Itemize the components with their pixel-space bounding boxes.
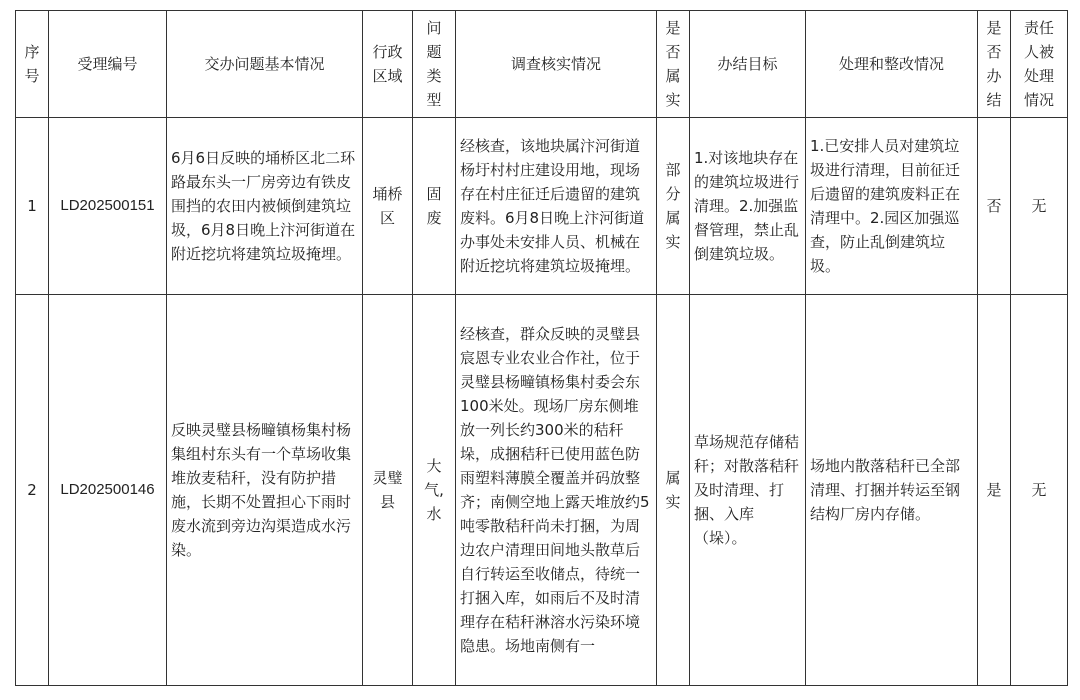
row-handling: 1.已安排人员对建筑垃圾进行清理，目前征迁后遗留的建筑废料正在清理中。2.园区加强巡查，防止乱倒建筑垃圾。 xyxy=(806,118,978,295)
row-seq: 2 xyxy=(16,295,49,686)
row-code: LD202500146 xyxy=(49,295,167,686)
header-type: 问 题 类 型 xyxy=(413,11,456,118)
header-done: 是 否 办 结 xyxy=(978,11,1011,118)
table-row xyxy=(16,118,1068,295)
row-seq: 1 xyxy=(16,118,49,295)
row-handling: 场地内散落秸秆已全部清理、打捆并转运至钢结构厂房内存储。 xyxy=(806,295,978,686)
row-true: 部 分 属 实 xyxy=(657,118,690,295)
row-resp: 无 xyxy=(1011,295,1068,686)
table-row xyxy=(16,295,1068,686)
row-type: 固 废 xyxy=(413,118,456,295)
row-code: LD202500151 xyxy=(49,118,167,295)
header-goal: 办结目标 xyxy=(690,11,806,118)
header-resp: 责任 人被 处理 情况 xyxy=(1011,11,1068,118)
header-handling: 处理和整改情况 xyxy=(806,11,978,118)
row-basic: 6月6日反映的埇桥区北二环路最东头一厂房旁边有铁皮围挡的农田内被倾倒建筑垃圾，6月8日晚上汴河街道在附近挖坑将建筑垃圾掩埋。 xyxy=(167,118,363,295)
row-true: 属 实 xyxy=(657,295,690,686)
row-done: 是 xyxy=(978,295,1011,686)
header-code: 受理编号 xyxy=(49,11,167,118)
row-survey: 经核查，群众反映的灵璧县宸恩专业农业合作社，位于灵璧县杨疃镇杨集村委会东100米处。现场厂房东侧堆放一列长约300米的秸秆垛，成捆秸秆已使用蓝色防雨塑料薄膜全覆盖并码放整齐；南侧空地上露天堆放约5吨零散秸秆尚未打捆，为周边农户清理田间地头散草后自行转运至收储点，待统一打捆入库，如雨后不及时清理存在秸秆淋溶水污染环境隐患。场地南侧有一 xyxy=(456,295,657,686)
row-region: 灵璧 县 xyxy=(363,295,413,686)
header-survey: 调查核实情况 xyxy=(456,11,657,118)
row-goal: 草场规范存储秸秆；对散落秸秆及时清理、打捆、入库（垛）。 xyxy=(690,295,806,686)
row-basic: 反映灵璧县杨疃镇杨集村杨集组村东头有一个草场收集堆放麦秸秆，没有防护措施，长期不处置担心下雨时废水流到旁边沟渠造成水污染。 xyxy=(167,295,363,686)
row-resp: 无 xyxy=(1011,118,1068,295)
header-region: 行政 区域 xyxy=(363,11,413,118)
complaint-table xyxy=(15,10,1068,686)
row-goal: 1.对该地块存在的建筑垃圾进行清理。2.加强监督管理，禁止乱倒建筑垃圾。 xyxy=(690,118,806,295)
row-region: 埇桥 区 xyxy=(363,118,413,295)
header-seq: 序 号 xyxy=(16,11,49,118)
row-done: 否 xyxy=(978,118,1011,295)
table-header-row xyxy=(16,11,1068,118)
header-basic: 交办问题基本情况 xyxy=(167,11,363,118)
header-true: 是 否 属 实 xyxy=(657,11,690,118)
row-survey: 经核查，该地块属汴河街道杨圩村村庄建设用地，现场存在村庄征迁后遗留的建筑废料。6月8日晚上汴河街道办事处未安排人员、机械在附近挖坑将建筑垃圾掩埋。 xyxy=(456,118,657,295)
row-type: 大 气, 水 xyxy=(413,295,456,686)
